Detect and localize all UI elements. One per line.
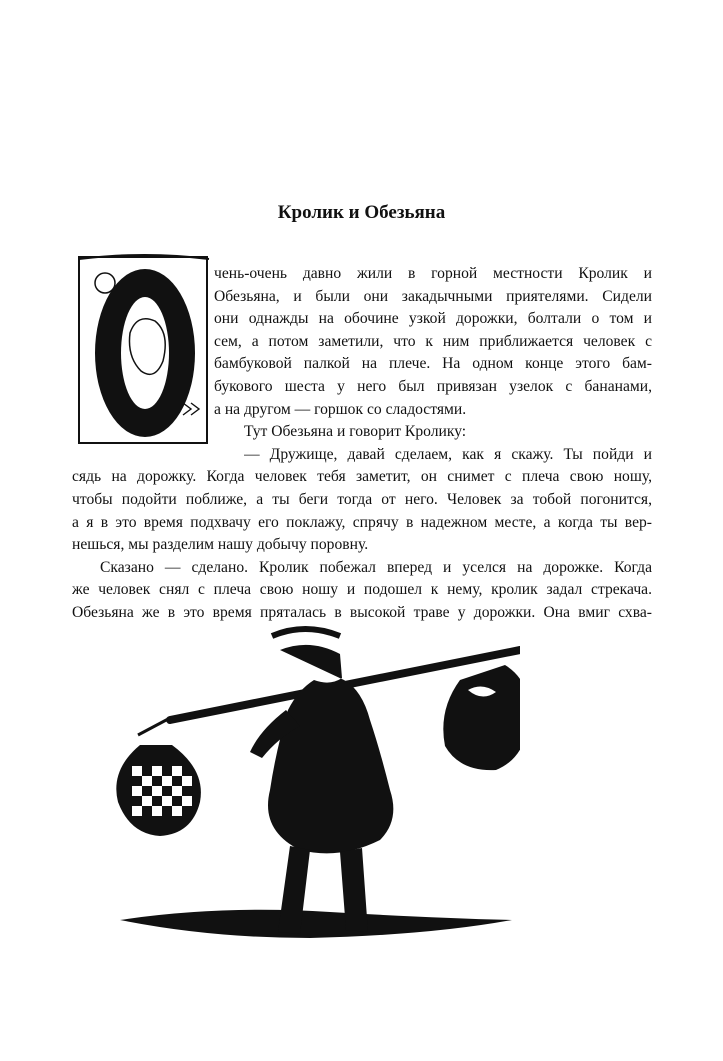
text-line: Обезьяна же в это время пряталась в высокой траве у дорожки. Она вмиг схва- <box>72 603 652 621</box>
text-line: а на другом — горшок со сладостями. <box>214 400 467 418</box>
man-with-pole-illustration <box>100 620 520 970</box>
text-line: бамбуковой палкой на плече. На одном конце этого бам- <box>214 355 652 373</box>
page-title: Кролик и Обезьяна <box>277 202 446 223</box>
text-line: чень-очень давно жили в горной местности Кролик и <box>214 265 652 282</box>
text-line: Обезьяна, и были они закадычными приятелями. Сидели <box>214 287 652 305</box>
text-line: чтобы подойти поближе, а ты беги тогда от него. Человек за тобой погонится, <box>72 490 652 508</box>
text-line: нешься, мы разделим нашу добычу поровну. <box>72 536 369 554</box>
text-line: сем, а потом заметили, что к ним приближается человек с <box>214 332 652 350</box>
text-line: букового шеста у него был привязан узелок с бананами, <box>214 377 652 395</box>
text-line: Тут Обезьяна и говорит Кролику: <box>244 423 467 441</box>
text-line: — Дружище, давай сделаем, как я скажу. Ты пойди и <box>244 445 652 463</box>
text-line: они однажды на обочине узкой дорожки, болтали о том и <box>214 310 652 328</box>
text-line: же человек снял с плеча свою ношу и подошел к нему, кролик задал стрекача. <box>72 581 652 599</box>
story-body <box>72 263 652 625</box>
text-line: сядь на дорожку. Когда человек тебя заметит, он снимет с плеча свою ношу, <box>72 468 652 486</box>
text-line: Сказано — сделано. Кролик побежал вперед и уселся на дорожке. Когда <box>100 558 652 576</box>
text-line: а я в это время подхвачу его поклажу, спрячу в надежном месте, а когда ты вер- <box>72 513 652 531</box>
